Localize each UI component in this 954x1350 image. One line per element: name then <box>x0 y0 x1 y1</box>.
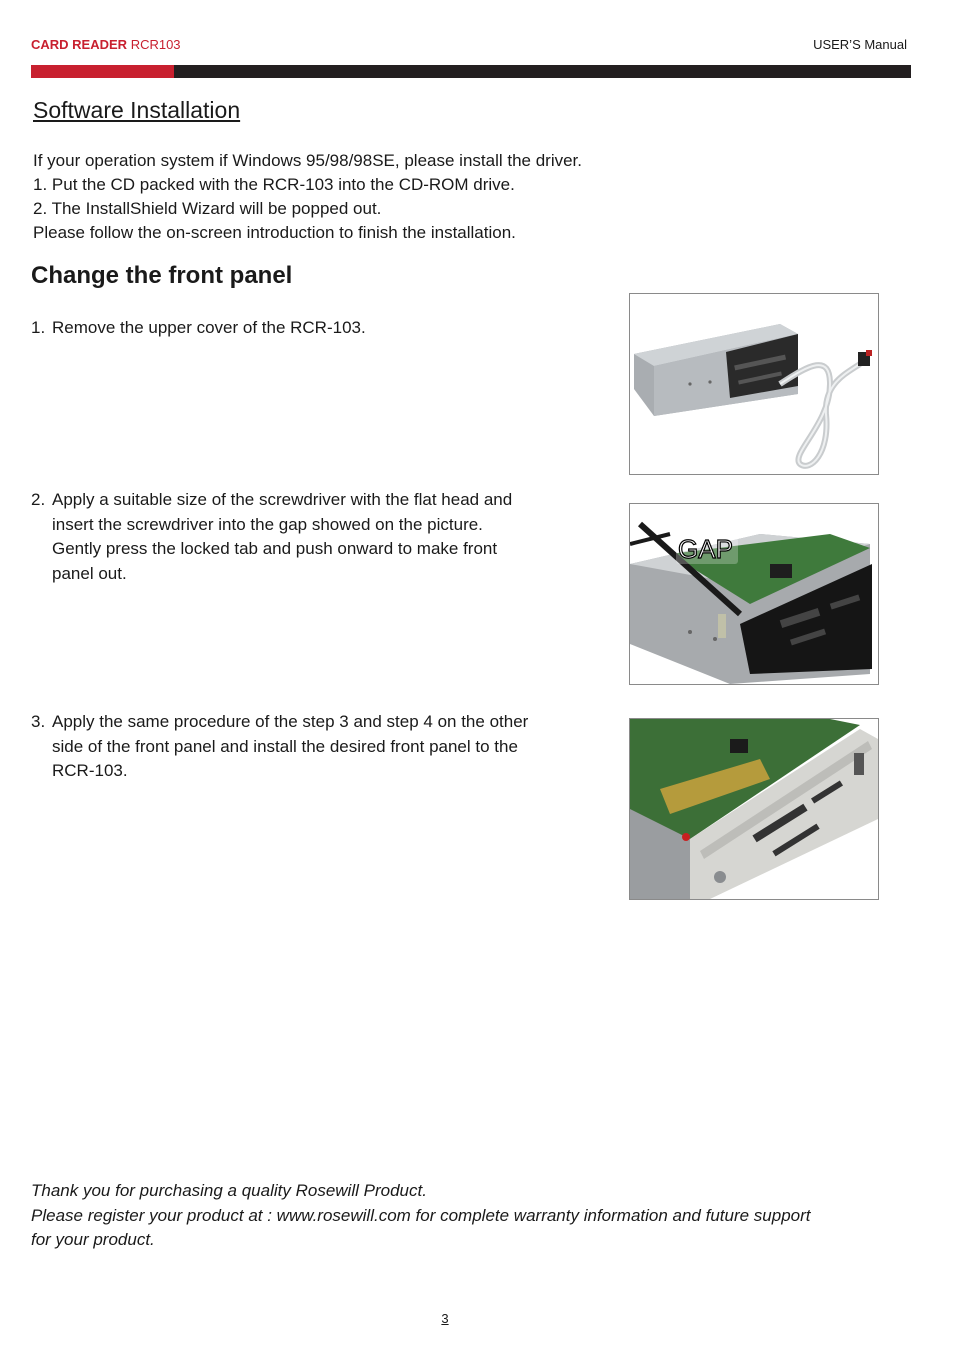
footer-line: Thank you for purchasing a quality Rosewill Product. <box>31 1181 427 1200</box>
footer-line: for your product. <box>31 1230 155 1249</box>
header-divider-bar <box>31 65 911 78</box>
page-number: 3 <box>441 1311 449 1326</box>
software-installation-heading: Software Installation <box>33 97 241 123</box>
header-divider-accent <box>31 65 174 78</box>
software-line: Please follow the on-screen introduction to finish the installation. <box>33 223 516 242</box>
software-installation-text <box>33 149 582 245</box>
step-2 <box>31 488 591 586</box>
step-line: RCR-103. <box>52 761 128 780</box>
gap-label: GAP <box>678 534 733 564</box>
step-line: insert the screwdriver into the gap showed on the picture. <box>52 514 483 534</box>
step-number: 2. <box>31 490 46 509</box>
step-number: 3. <box>31 712 46 731</box>
header-product <box>31 37 181 52</box>
header-product-name: CARD READER <box>31 37 128 52</box>
front-panel-installed-image <box>630 719 878 899</box>
software-line: 2. The InstallShield Wizard will be popped out. <box>33 199 382 218</box>
header-product-model: RCR103 <box>130 37 181 52</box>
step-1 <box>31 316 591 341</box>
step-line: panel out. <box>52 563 127 583</box>
figure-front-panel-installed <box>629 718 879 900</box>
step-line: Apply a suitable size of the screwdriver with the flat head and <box>52 490 513 509</box>
software-line: 1. Put the CD packed with the RCR-103 into the CD-ROM drive. <box>33 175 515 194</box>
step-number: 1. <box>31 318 46 337</box>
step-line: Gently press the locked tab and push onward to make front <box>52 539 498 558</box>
figure-screwdriver-gap <box>629 503 879 685</box>
step-line: side of the front panel and install the desired front panel to the <box>52 736 518 756</box>
footer-line: Please register your product at : www.rosewill.com for complete warranty information and future support <box>31 1205 811 1225</box>
header-manual-label: USER’S Manual <box>813 37 907 52</box>
step-3 <box>31 710 591 784</box>
screwdriver-gap-image <box>630 504 878 684</box>
step-line: Remove the upper cover of the RCR-103. <box>52 318 366 337</box>
figure-card-reader-cover <box>629 293 879 475</box>
step-line: Apply the same procedure of the step 3 and step 4 on the other <box>52 712 529 731</box>
change-front-panel-heading: Change the front panel <box>31 262 293 289</box>
software-line: If your operation system if Windows 95/98/98SE, please install the driver. <box>33 151 582 170</box>
card-reader-with-cable-image <box>630 294 878 474</box>
footer-registration-note <box>31 1179 891 1253</box>
